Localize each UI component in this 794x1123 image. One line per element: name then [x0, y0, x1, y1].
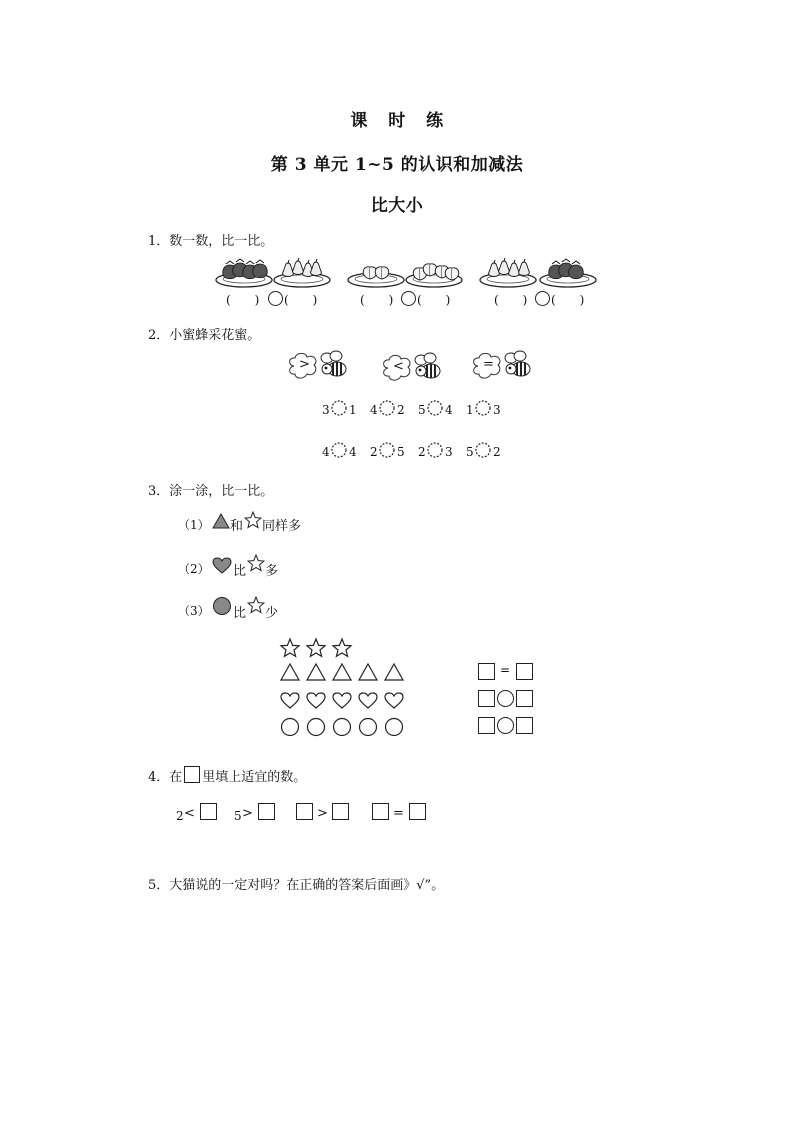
question-3-item-2 [178, 556, 378, 578]
number-right: 3 [493, 403, 501, 417]
item-number: （1） [178, 518, 210, 532]
bee-icon [412, 352, 444, 382]
flower-blank-icon[interactable] [378, 399, 396, 417]
star-icon [281, 639, 299, 656]
number-left: 5 [234, 809, 242, 823]
item-word: 少 [265, 606, 279, 621]
operator: < [184, 806, 195, 821]
compare-circle[interactable] [268, 291, 283, 306]
answer-blank[interactable]: ( ) [226, 293, 260, 307]
answer-box[interactable] [516, 663, 533, 680]
circle-icon [282, 719, 299, 736]
question-4-prompt [148, 766, 306, 786]
flower-symbol: > [299, 357, 310, 372]
answer-blank[interactable]: ( ) [494, 293, 528, 307]
bee-icon [318, 350, 350, 380]
number-right: 2 [493, 445, 501, 459]
flower-cloud-icon [472, 352, 504, 380]
compare-circle[interactable] [497, 690, 514, 707]
number-right: 4 [349, 445, 357, 459]
operator: = [393, 806, 404, 821]
item-word: 比 [233, 564, 247, 579]
number-left: 2 [370, 445, 378, 459]
flower-blank-icon[interactable] [378, 441, 396, 459]
answer-blank[interactable]: ( ) [551, 293, 585, 307]
star-icon [307, 639, 325, 656]
heart-icon [359, 693, 377, 708]
heart-icon [212, 557, 232, 574]
number-left: 4 [370, 403, 378, 417]
item-word: 和 [230, 519, 244, 534]
answer-box[interactable] [516, 690, 533, 707]
question-4-items [176, 803, 436, 825]
operator: > [317, 806, 328, 821]
number-left: 5 [418, 403, 426, 417]
answer-box[interactable] [296, 803, 313, 820]
question-3-item-3 [178, 596, 378, 620]
answer-box[interactable] [516, 717, 533, 734]
star-icon [333, 639, 351, 656]
comparison-row-1 [322, 398, 542, 420]
item-word: 多 [265, 564, 279, 579]
answer-blank[interactable]: ( ) [284, 293, 318, 307]
comparison-row-2 [322, 440, 542, 462]
flower-blank-icon[interactable] [330, 441, 348, 459]
question-3-item-1 [178, 512, 378, 534]
flower-blank-icon[interactable] [330, 399, 348, 417]
answer-box[interactable] [372, 803, 389, 820]
number-left: 4 [322, 445, 330, 459]
flower-blank-icon[interactable] [426, 399, 444, 417]
number-left: 3 [322, 403, 330, 417]
answer-box[interactable] [478, 663, 495, 680]
flower-cloud-icon [288, 352, 320, 380]
triangle-icon [333, 664, 351, 680]
flower-blank-icon[interactable] [474, 399, 492, 417]
answer-blank[interactable]: ( ) [360, 293, 394, 307]
number-right: 3 [445, 445, 453, 459]
answer-box[interactable] [332, 803, 349, 820]
answer-box[interactable] [200, 803, 217, 820]
answer-box[interactable] [409, 803, 426, 820]
operator: > [242, 806, 253, 821]
unit-title: 第 3 单元 1~5 的认识和加减法 [270, 155, 524, 175]
flower-symbol: = [483, 357, 494, 372]
answer-box-sample [184, 766, 200, 783]
circle-icon [308, 719, 325, 736]
item-number: （2） [178, 562, 210, 576]
compare-circle[interactable] [535, 291, 550, 306]
bee-icon [502, 350, 534, 380]
compare-circle[interactable] [401, 291, 416, 306]
heart-icon [333, 693, 351, 708]
question-5-prompt: 5．大猫说的一定对吗？在正确的答案后面画》√”。 [148, 878, 445, 893]
number-left: 2 [176, 809, 184, 823]
triangle-icon [359, 664, 377, 680]
triangle-icon [385, 664, 403, 680]
shapes-grid-illustration [278, 636, 418, 742]
number-left: 1 [466, 403, 474, 417]
compare-circle[interactable] [497, 717, 514, 734]
answer-box[interactable] [258, 803, 275, 820]
flower-cloud-icon [382, 354, 414, 382]
question-2-prompt: 2．小蜜蜂采花蜜。 [148, 328, 261, 343]
triangle-icon [307, 664, 325, 680]
item-number: （3） [178, 604, 210, 618]
item-word: 比 [233, 606, 247, 621]
page-title: 课 时 练 [350, 111, 444, 131]
heart-icon [281, 693, 299, 708]
triangle-icon [281, 664, 299, 680]
flower-blank-icon[interactable] [426, 441, 444, 459]
star-icon [247, 596, 265, 614]
heart-icon [385, 693, 403, 708]
number-right: 2 [397, 403, 405, 417]
flower-symbol: < [393, 359, 404, 374]
lesson-title: 比大小 [370, 196, 424, 216]
equals-sign: = [500, 663, 511, 677]
number-left: 2 [418, 445, 426, 459]
prompt-text: 4．在 [148, 770, 183, 785]
prompt-text: 里填上适宜的数。 [202, 770, 307, 785]
star-icon [244, 511, 262, 529]
item-word: 同样多 [262, 519, 302, 534]
number-right: 1 [349, 403, 357, 417]
answer-box[interactable] [478, 690, 495, 707]
number-right: 4 [445, 403, 453, 417]
answer-box[interactable] [478, 717, 495, 734]
circle-icon [360, 719, 377, 736]
heart-icon [307, 693, 325, 708]
flower-blank-icon[interactable] [474, 441, 492, 459]
star-icon [247, 554, 265, 572]
circle-icon [386, 719, 403, 736]
number-left: 5 [466, 445, 474, 459]
answer-blank[interactable]: ( ) [417, 293, 451, 307]
triangle-icon [212, 513, 230, 529]
question-3-prompt: 3．涂一涂，比一比。 [148, 484, 274, 499]
circle-icon [334, 719, 351, 736]
number-right: 5 [397, 445, 405, 459]
question-1-prompt: 1．数一数，比一比。 [148, 234, 274, 249]
circle-icon [212, 596, 232, 616]
fruit-plates-illustration [210, 256, 610, 290]
